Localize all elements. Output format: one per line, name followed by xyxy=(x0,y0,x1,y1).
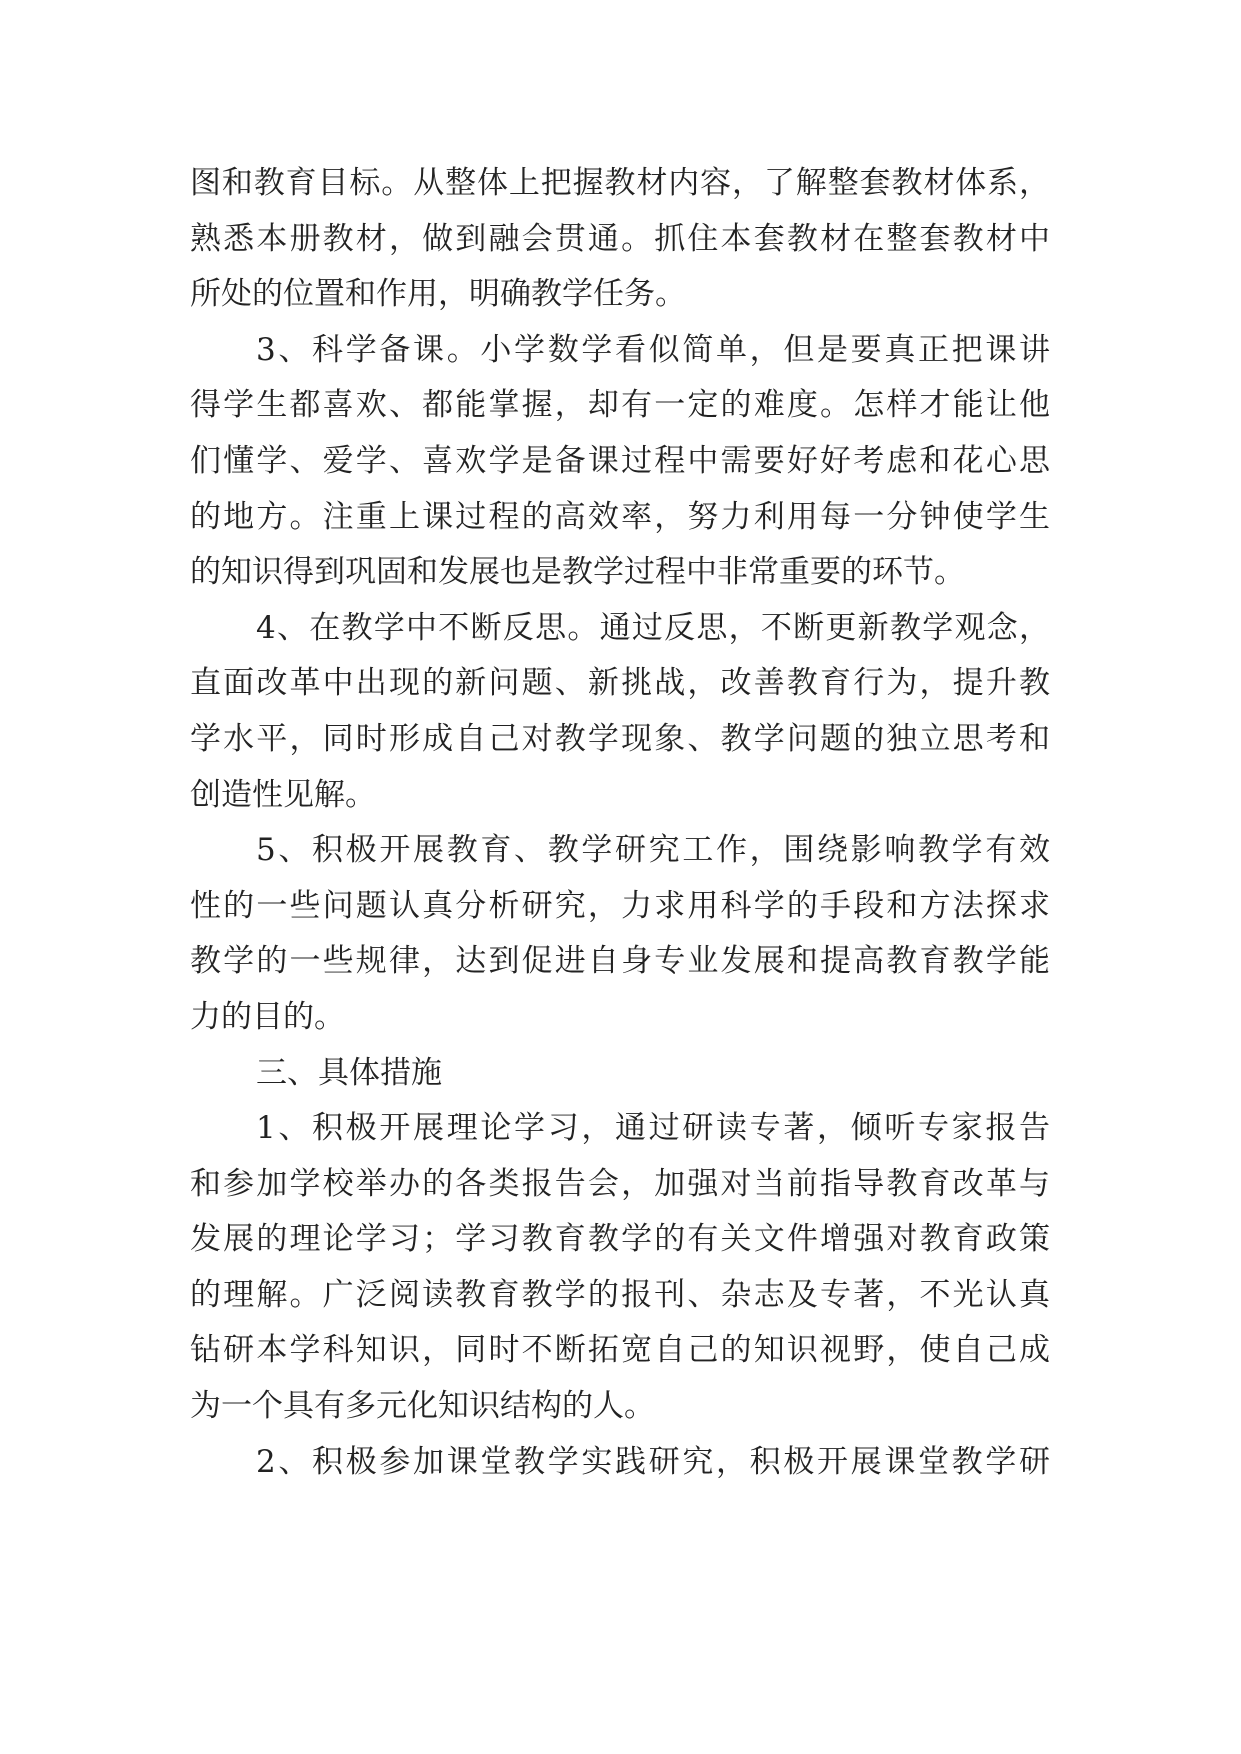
text-line: 创造性见解。 xyxy=(190,776,376,813)
text-line: 熟悉本册教材，做到融会贯通。抓住本套教材在整套教材中 xyxy=(190,220,1050,257)
text-line: 钻研本学科知识，同时不断拓宽自己的知识视野，使自己成 xyxy=(190,1332,1050,1369)
text-line: 的理解。广泛阅读教育教学的报刊、杂志及专著，不光认真 xyxy=(190,1276,1050,1313)
text-line: 的知识得到巩固和发展也是教学过程中非常重要的环节。 xyxy=(190,554,965,591)
text-line: 们懂学、爱学、喜欢学是备课过程中需要好好考虑和花心思 xyxy=(190,442,1050,479)
text-line: 的地方。注重上课过程的高效率，努力利用每一分钟使学生 xyxy=(190,498,1050,535)
text-line: 和参加学校举办的各类报告会，加强对当前指导教育改革与 xyxy=(190,1165,1050,1202)
text-line: 教学的一些规律，达到促进自身专业发展和提高教育教学能 xyxy=(190,943,1050,980)
text-line: 力的目的。 xyxy=(190,998,345,1035)
text-line: 学水平，同时形成自己对教学现象、教学问题的独立思考和 xyxy=(190,720,1050,757)
text-line: 3、科学备课。小学数学看似简单，但是要真正把课讲 xyxy=(256,331,1050,368)
text-line: 发展的理论学习；学习教育教学的有关文件增强对教育政策 xyxy=(190,1221,1050,1258)
text-line: 图和教育目标。从整体上把握教材内容，了解整套教材体系， xyxy=(190,165,1050,201)
text-line: 性的一些问题认真分析研究，力求用科学的手段和方法探求 xyxy=(190,887,1050,924)
text-line: 2、积极参加课堂教学实践研究，积极开展课堂教学研 xyxy=(256,1443,1050,1480)
document-body xyxy=(190,156,1050,1490)
text-line: 4、在教学中不断反思。通过反思，不断更新教学观念， xyxy=(256,609,1050,646)
text-line: 所处的位置和作用，明确教学任务。 xyxy=(190,276,686,313)
text-line: 5、积极开展教育、教学研究工作，围绕影响教学有效 xyxy=(256,832,1050,869)
text-line: 1、积极开展理论学习，通过研读专著，倾听专家报告 xyxy=(256,1110,1050,1147)
text-line: 直面改革中出现的新问题、新挑战，改善教育行为，提升教 xyxy=(190,665,1050,702)
text-line: 为一个具有多元化知识结构的人。 xyxy=(190,1388,655,1425)
section-heading: 三、具体措施 xyxy=(256,1054,442,1091)
text-line: 得学生都喜欢、都能掌握，却有一定的难度。怎样才能让他 xyxy=(190,387,1050,424)
